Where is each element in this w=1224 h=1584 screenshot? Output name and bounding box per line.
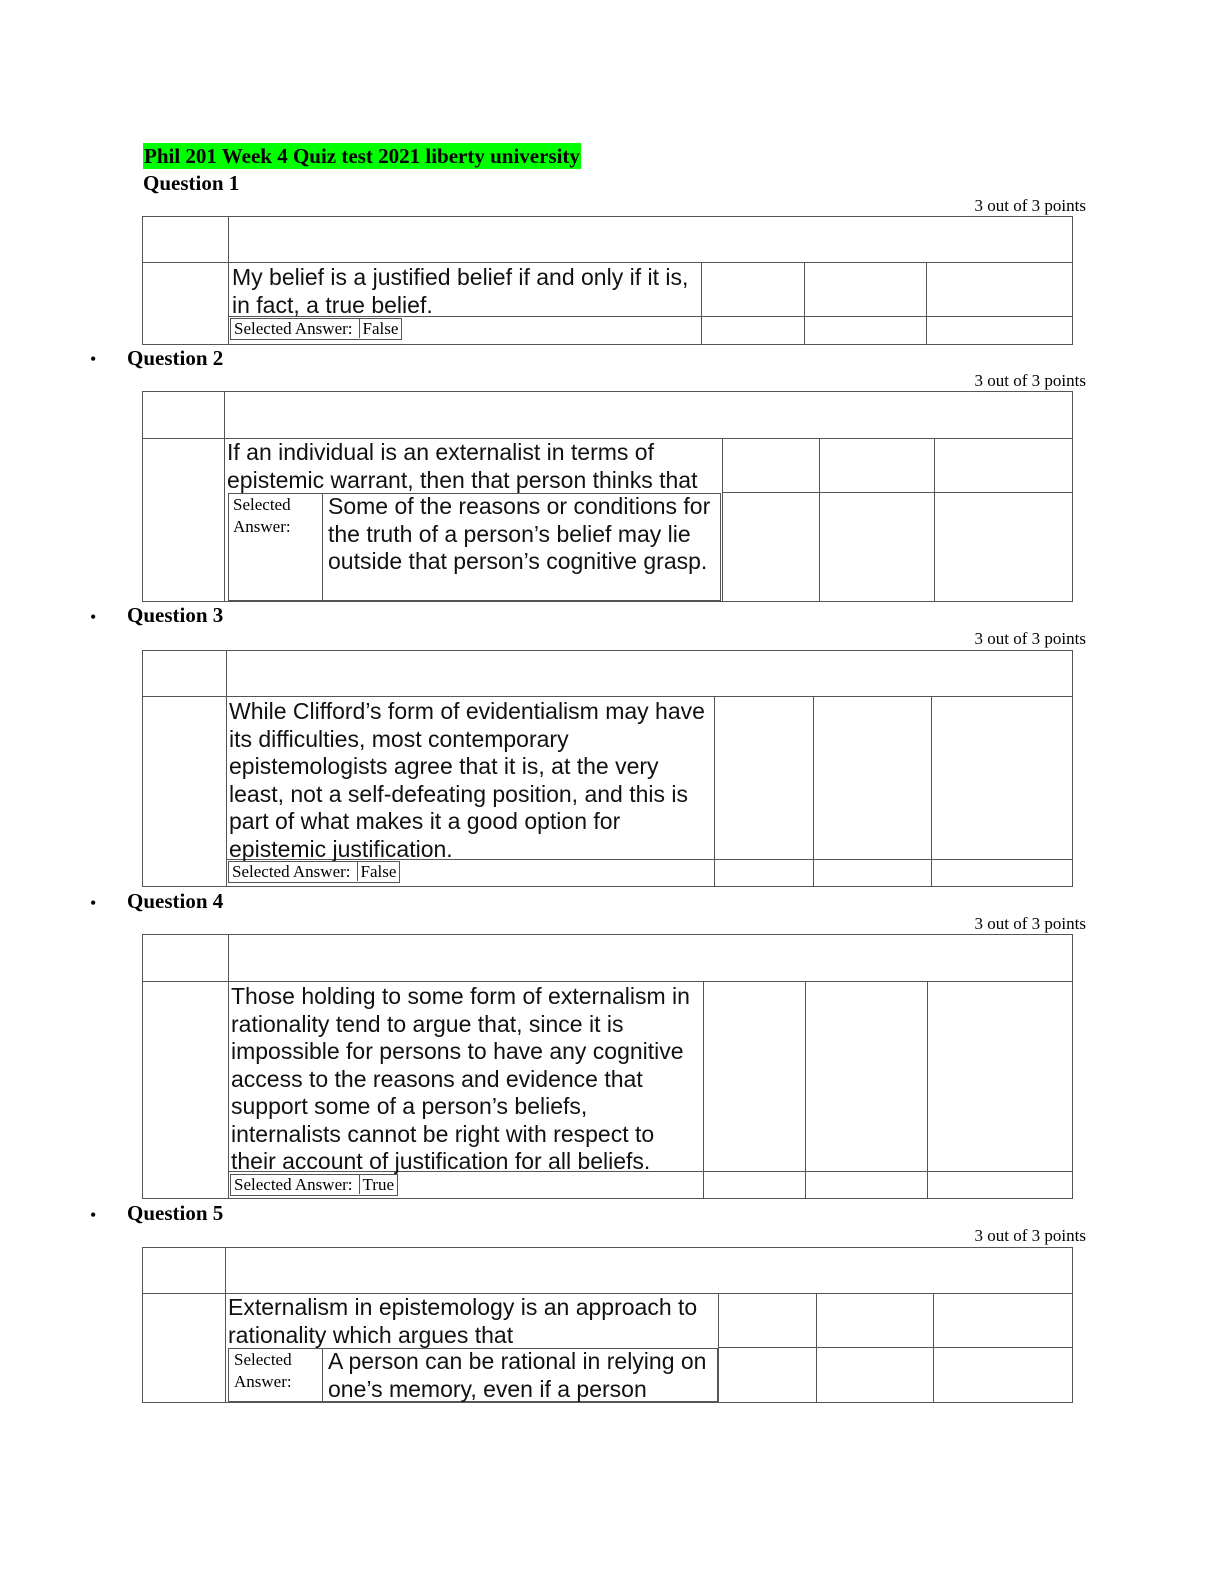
question-2-selected-label: Selected Answer: [233, 495, 291, 536]
question-5-bullet: • [90, 1205, 97, 1225]
question-2-text: If an individual is an externalist in terms of epistemic warrant, then that person thinks that [227, 439, 698, 493]
question-3-selected-answer [228, 861, 400, 883]
question-5-text: Externalism in epistemology is an approach to rationality which argues that [228, 1294, 698, 1348]
question-2-heading: Question 2 [127, 346, 224, 370]
question-4-points: 3 out of 3 points [974, 914, 1086, 933]
question-2-answer-value: Some of the reasons or conditions for the truth of a person’s belief may lie outside that person’s cognitive grasp. [328, 493, 711, 574]
question-5-answer-value: A person can be rational in relying on one’s memory, even if a person [328, 1348, 707, 1402]
selected-answer-label: Selected Answer: [232, 862, 351, 881]
document-title: Phil 201 Week 4 Quiz test 2021 liberty university [144, 144, 580, 168]
question-1-text: My belief is a justified belief if and only if it is, in fact, a true belief. [232, 264, 689, 318]
question-4-selected-answer [230, 1174, 398, 1196]
question-5-points: 3 out of 3 points [974, 1226, 1086, 1245]
question-3-bullet: • [90, 607, 97, 627]
question-4-text: Those holding to some form of externalism in rationality tend to argue that, since it is impossible for persons to have any cognitive access to the reasons and evidence that support some of a person’s beliefs, internalists cannot be right with respect to their account of justification for all beliefs. [231, 983, 690, 1174]
question-3-heading: Question 3 [127, 603, 224, 627]
question-1-answer-value: False [359, 319, 399, 338]
question-1-selected-answer [230, 318, 402, 340]
question-1-heading: Question 1 [143, 171, 240, 195]
question-5-heading: Question 5 [127, 1201, 224, 1225]
selected-answer-label: Selected Answer: [234, 1175, 353, 1194]
question-4-heading: Question 4 [127, 889, 224, 913]
question-4-answer-value: True [359, 1175, 395, 1194]
question-2-bullet: • [90, 349, 97, 369]
question-4-bullet: • [90, 893, 97, 913]
question-3-answer-value: False [357, 862, 397, 881]
question-3-points: 3 out of 3 points [974, 629, 1086, 648]
question-2-points: 3 out of 3 points [974, 371, 1086, 390]
question-1-points: 3 out of 3 points [974, 196, 1086, 215]
selected-answer-label: Selected Answer: [234, 319, 353, 338]
question-3-text: While Clifford’s form of evidentialism may have its difficulties, most contemporary epistemologists agree that it is, at the very least, not a self-defeating position, and this is part of what makes it a good option for epistemic justification. [229, 698, 705, 862]
question-5-selected-label: Selected Answer: [234, 1350, 292, 1391]
